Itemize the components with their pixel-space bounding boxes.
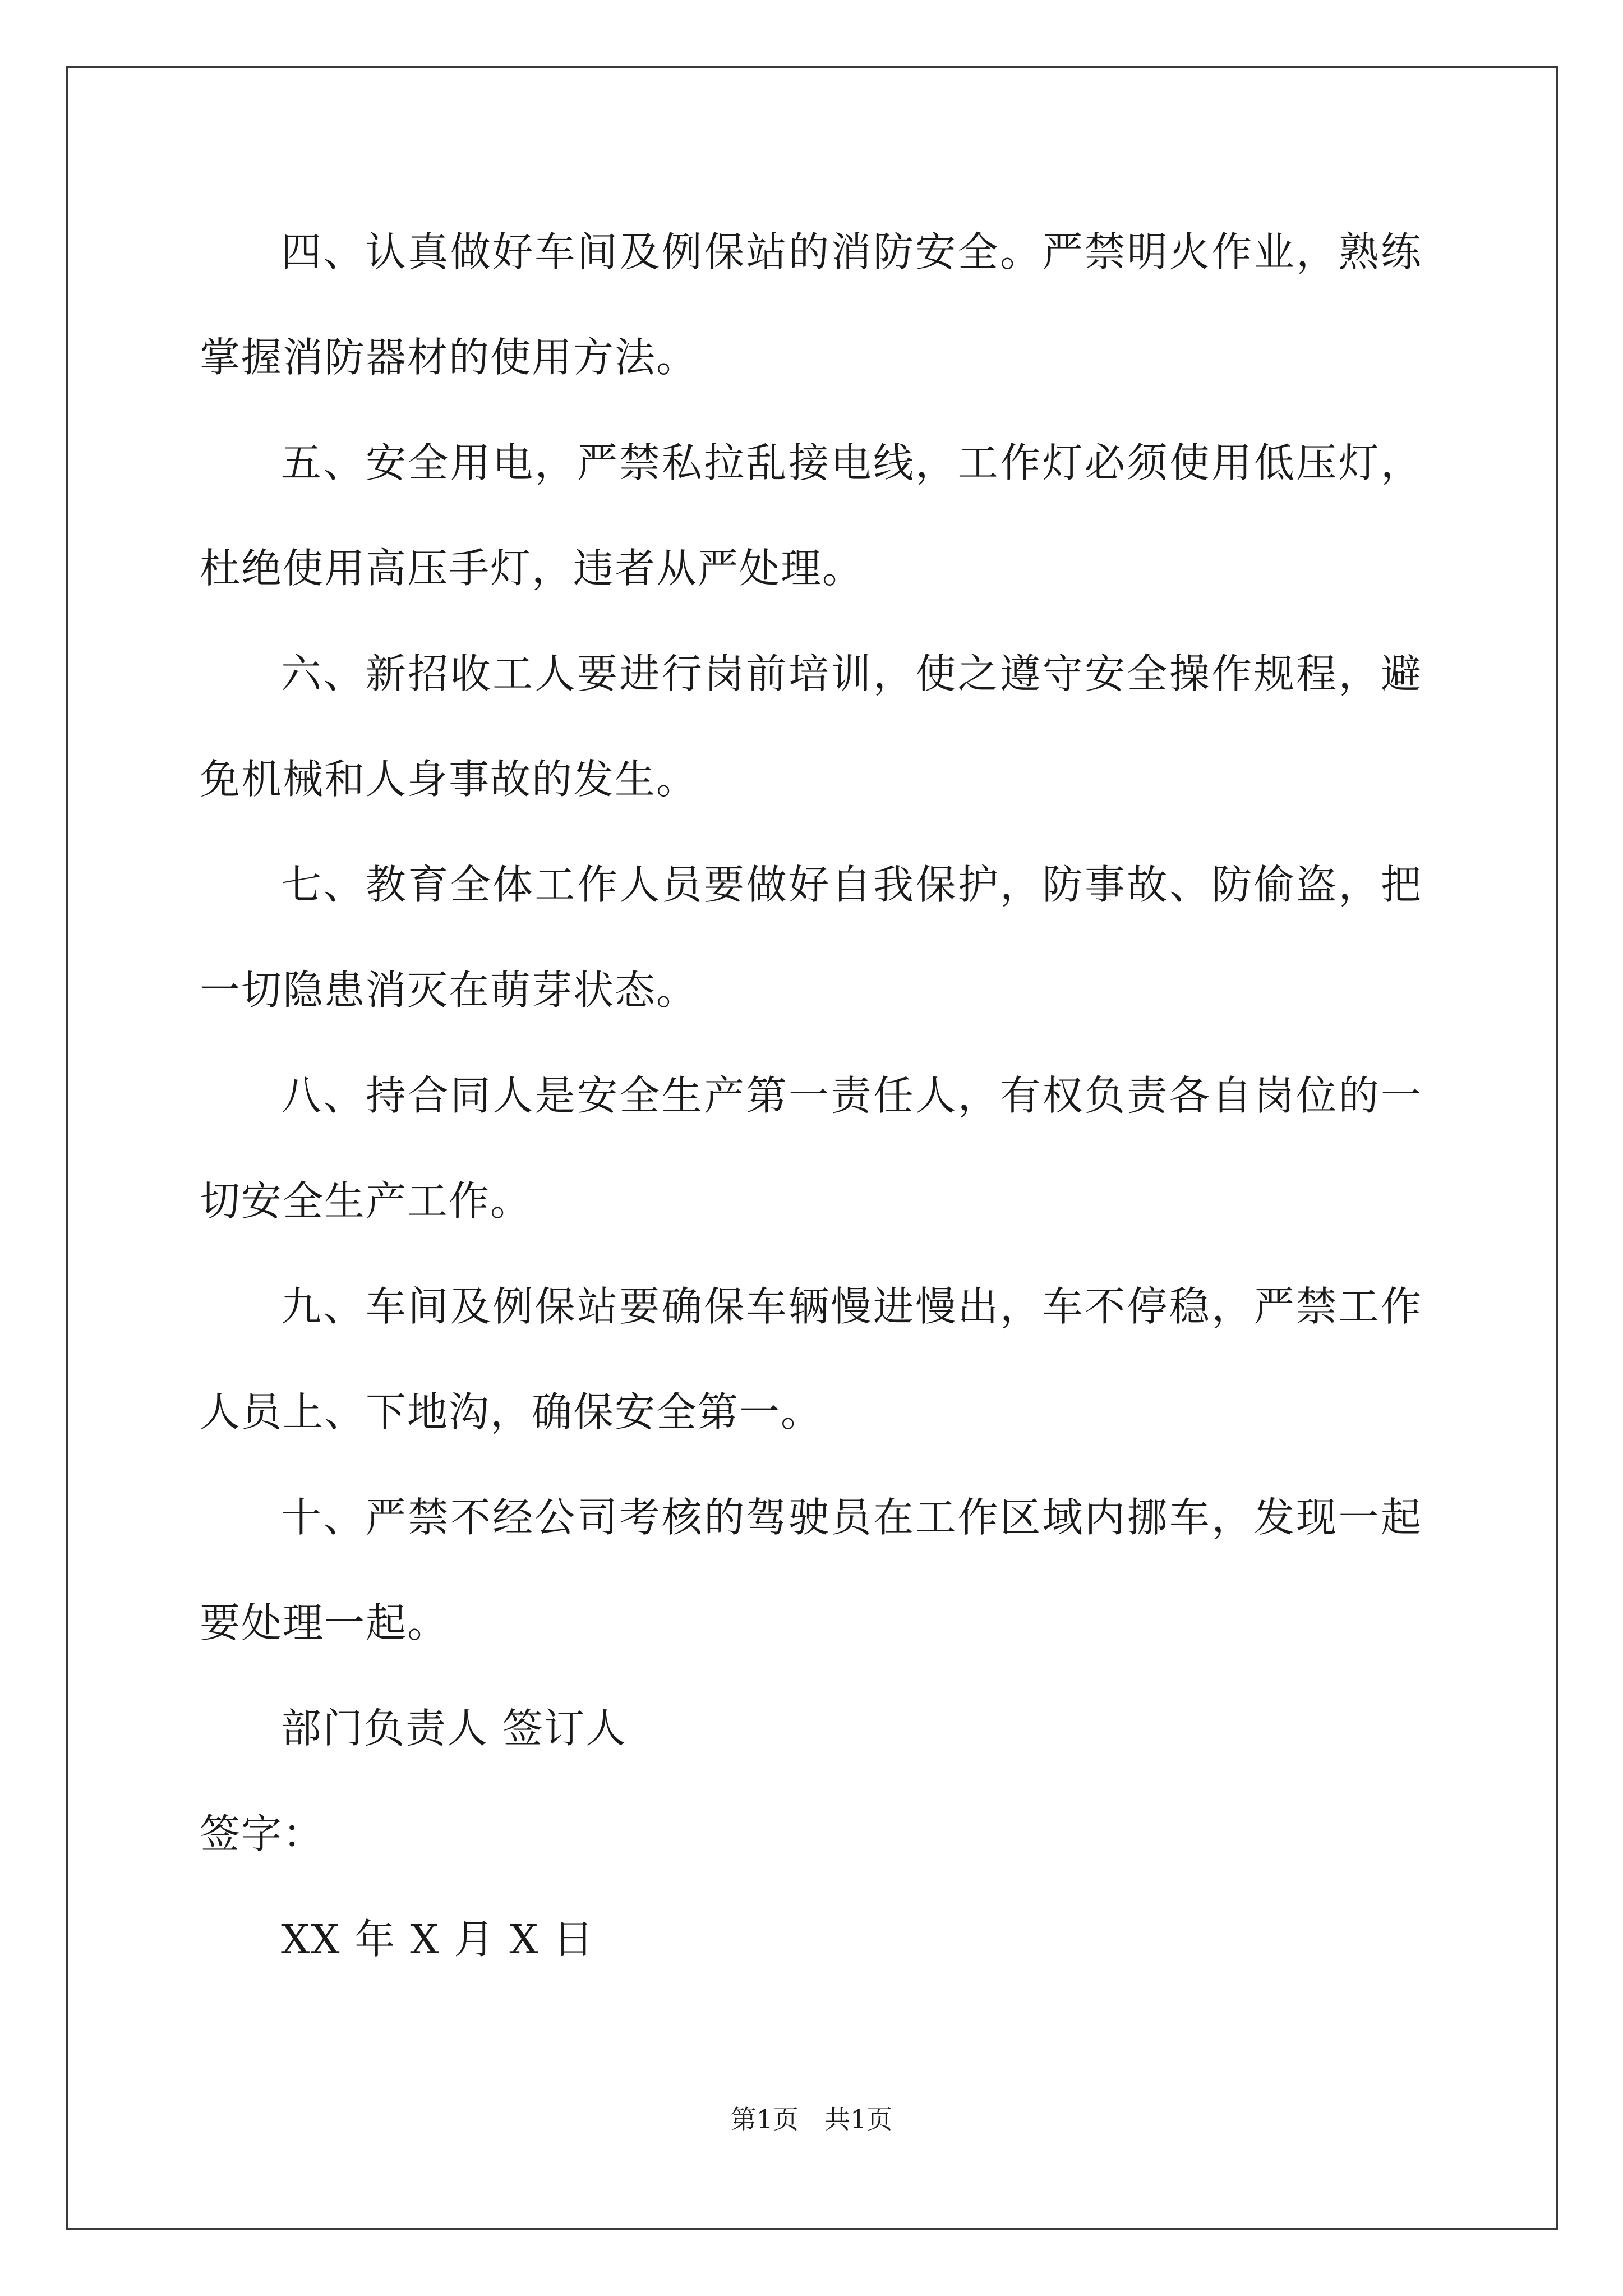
paragraph-5: 五、安全用电，严禁私拉乱接电线，工作灯必须使用低压灯，杜绝使用高压手灯，违者从严处理。 (200, 439, 1422, 592)
paragraph-6: 六、新招收工人要进行岗前培训，使之遵守安全操作规程，避免机械和人身事故的发生。 (200, 650, 1422, 803)
document-body (200, 199, 1422, 1992)
paragraph-4: 四、认真做好车间及例保站的消防安全。严禁明火作业，熟练掌握消防器材的使用方法。 (200, 228, 1422, 381)
signatories-line: 部门负责人 签订人 (281, 1705, 627, 1752)
paragraph-9: 九、车间及例保站要确保车辆慢进慢出，车不停稳，严禁工作人员上、下地沟，确保安全第一。 (200, 1283, 1422, 1435)
paragraph-7: 七、教育全体工作人员要做好自我保护，防事故、防偷盗，把一切隐患消灭在萌芽状态。 (200, 861, 1422, 1014)
date-line: XX 年 X 月 X 日 (281, 1916, 595, 1963)
paragraph-8: 八、持合同人是安全生产第一责任人，有权负责各自岗位的一切安全生产工作。 (200, 1072, 1422, 1225)
signature-label: 签字： (200, 1810, 325, 1857)
page-footer: 第1页 共1页 (730, 2104, 893, 2134)
paragraph-10: 十、严禁不经公司考核的驾驶员在工作区域内挪车，发现一起要处理一起。 (200, 1494, 1422, 1646)
